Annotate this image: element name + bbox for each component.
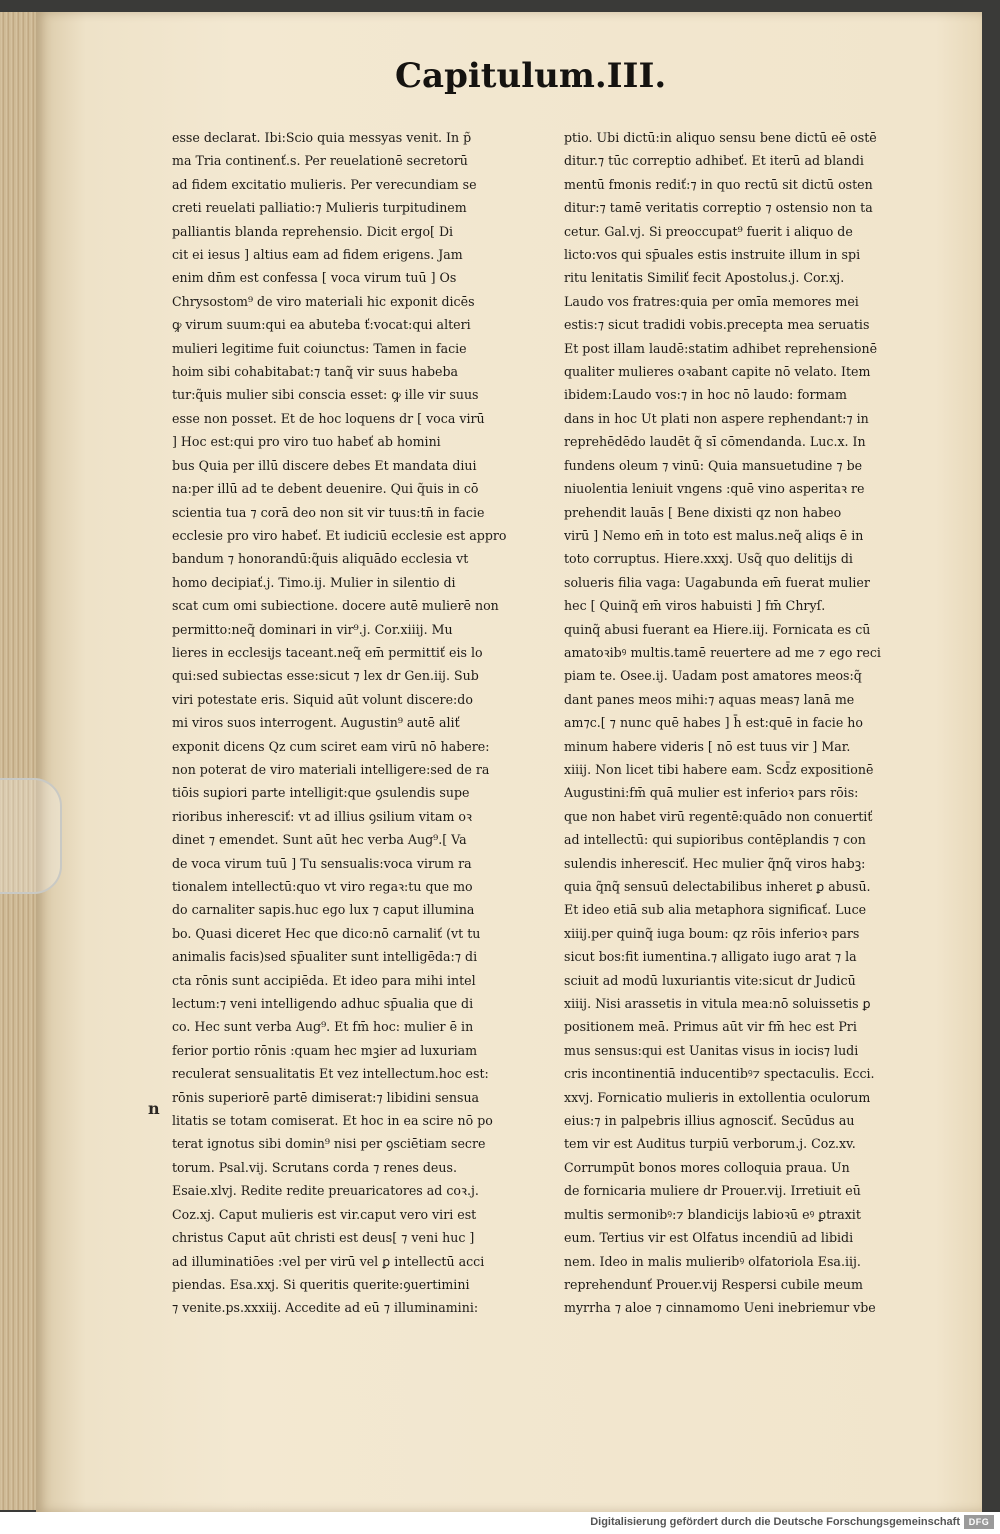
text-line: reculerat sensualitatis Et vez intellectum.hoc est:: [172, 1066, 489, 1082]
text-line: Augustini:fm̄ quā mulier est inferioꝛ pars rōis:: [564, 785, 859, 801]
text-line: lectum:⁊ veni intelligendo adhuc sp̄ualia que di: [172, 996, 474, 1012]
text-line: quia q̃nq̃ sensuū delectabilibus inheret ꝑ abusū.: [564, 879, 871, 894]
text-line: qui:sed subiectas esse:sicut ⁊ lex dr Gen.iij. Sub: [172, 668, 479, 684]
text-line: non poterat de viro materiali intelligere:sed de ra: [172, 761, 490, 777]
text-line: ma Tria continenť.s. Per reuelationē secretorū: [172, 153, 468, 169]
text-line: reprehēdēdo laudēt q̃ sī cōmendanda. Luc.x. In: [564, 434, 866, 450]
text-line: tiōis suꝑiori parte intelligit:que ꝯsulendis supe: [172, 785, 470, 801]
text-column-right: [564, 126, 934, 1316]
text-line: animalis facis)sed sp̄ualiter sunt intelligēda:⁊ di: [172, 949, 478, 965]
text-line: Et post illam laudē:statim adhibet reprehensionē: [564, 340, 878, 356]
text-line: sciuit ad modū luxuriantis vite:sicut dr Judicū: [564, 972, 856, 988]
text-line: tur:q̃uis mulier sibi conscia esset: ꝙ ille vir suus: [172, 387, 479, 403]
text-line: mus sensus:qui est Uanitas visus in iocis⁊ ludi: [564, 1042, 859, 1058]
text-line: ad fidem excitatio mulieris. Per verecundiam se: [172, 176, 477, 192]
text-line: cris incontinentiā inducentibꝰ⁊ spectaculis. Ecci.: [564, 1066, 875, 1082]
text-line: ecclesie pro viro habeť. Et iudiciū ecclesie est appro: [172, 527, 507, 543]
text-line: ad illuminatiōes :vel per virū vel ꝑ intellectū acci: [172, 1253, 485, 1269]
marginal-letter: n: [148, 1099, 160, 1118]
text-line: tem vir est Auditus turpiū verborum.j. Coz.xv.: [564, 1136, 856, 1152]
text-line: hec [ Quinq̃ em̄ viros habuisti ] fm̄ Chryſ.: [564, 598, 826, 614]
text-line: ditur.⁊ tūc correptio adhibeť. Et iterū ad blandi: [564, 153, 864, 169]
text-line: amatoꝛibꝰ multis.tamē reuertere ad me ⁊ ego reci: [564, 644, 881, 660]
text-line: mi viros suos interrogent. Augustin⁹ autē aliť: [172, 715, 460, 731]
text-line: de fornicaria muliere dr Prouer.vij. Irretiuit eū: [564, 1183, 861, 1199]
text-line: Coz.xj. Caput mulieris est vir.caput vero viri est: [172, 1206, 477, 1222]
funding-credit: Digitalisierung gefördert durch die Deutsche Forschungsgemeinschaft: [590, 1516, 960, 1528]
text-line: dant panes meos mihi:⁊ aquas meas⁊ lanā me: [564, 691, 855, 707]
text-line: xiiij.per quinq̃ iuga boum: qz rōis inferioꝛ pars: [564, 925, 860, 941]
text-line: rōnis superiorē partē dimiserat:⁊ libidini sensua: [172, 1089, 480, 1105]
text-line: enim dn̄m est confessa [ voca virum tuū ] Os: [172, 270, 457, 286]
text-line: bus Quia per illū discere debes Et mandata diui: [172, 457, 477, 473]
text-line: co. Hec sunt verba Aug⁹. Et fm̄ hoc: mulier ē in: [172, 1019, 474, 1035]
text-line: licto:vos qui sp̄uales estis instruite illum in spi: [564, 247, 861, 263]
text-line: Chrysostom⁹ de viro materiali hic exponit dicēs: [172, 293, 475, 309]
text-line: rioribus inheresciť: vt ad illius ꝯsilium vitam oꝛ: [172, 808, 472, 824]
text-line: reprehendunť Prouer.vij Respersi cubile meum: [564, 1276, 863, 1292]
text-line: ditur:⁊ tamē veritatis correptio ⁊ ostensio non ta: [564, 200, 873, 216]
dfg-logo: DFG: [964, 1515, 994, 1529]
text-line: Corrumpūt bonos mores colloquia praua. Un: [564, 1159, 850, 1175]
text-line: cit ei iesus ] altius eam ad fidem erigens. Jam: [172, 247, 463, 263]
text-line: Esaie.xlvj. Redite redite preuaricatores ad coꝛ.j.: [172, 1183, 479, 1199]
text-line: ⁊ venite.ps.xxxiij. Accedite ad eū ⁊ illuminamini:: [172, 1300, 479, 1316]
text-line: cetur. Gal.vj. Si preoccupat⁹ fuerit i aliquo de: [564, 223, 853, 239]
text-line: xiiij. Nisi arassetis in vitula mea:nō soluissetis ꝑ: [564, 996, 871, 1012]
text-line: eius:⁊ in palpebris illius agnosciť. Secūdus au: [564, 1113, 855, 1129]
text-line: quinq̃ abusi fuerant ea Hiere.iij. Fornicata es cū: [564, 621, 871, 637]
text-line: estis:⁊ sicut tradidi vobis.precepta mea seruatis: [564, 317, 870, 333]
text-line: sulendis inheresciť. Hec mulier q̃nq̃ viros habꝫ:: [564, 855, 866, 871]
text-line: do carnaliter sapis.huc ego lux ⁊ caput illumina: [172, 902, 475, 918]
text-line: cta rōnis sunt accipiēda. Et ideo para mihi intel: [172, 972, 476, 988]
text-line: piam te. Osee.ij. Uadam post amatores meos:q̃: [564, 668, 862, 684]
text-line: minum habere videris [ nō est tuus vir ] Mar.: [564, 738, 851, 754]
text-line: de voca virum tuū ] Tu sensualis:voca virum ra: [172, 855, 472, 871]
text-line: exponit dicens Qz cum sciret eam virū nō habere:: [172, 738, 490, 754]
text-line: ad intellectū: qui supioribus contēplandis ⁊ con: [564, 832, 866, 848]
text-line: ritu lenitatis Similiť fecit Apostolus.j. Cor.xj.: [564, 270, 845, 286]
text-column-left: [172, 126, 548, 1316]
text-line: mentū fmonis rediť:⁊ in quo rectū sit dictū osten: [564, 176, 873, 192]
text-line: permitto:neq̃ dominari in vir⁹.j. Cor.xiiij. Mu: [172, 621, 453, 637]
text-line: lieres in ecclesijs taceant.neq̃ em̄ permittiť eis lo: [172, 644, 483, 660]
text-line: scientia tua ⁊ corā deo non sit vir tuus:tn̄ in facie: [172, 504, 485, 520]
text-line: am⁊c.[ ⁊ nunc quē habes ] h̄ est:quē in facie ho: [564, 715, 863, 731]
text-line: litatis se totam comiserat. Et hoc in ea scire nō po: [172, 1113, 493, 1129]
text-line: prehendit lauās [ Bene dixisti qz non habeo: [564, 504, 842, 520]
text-line: Laudo vos fratres:quia per omīa memores mei: [564, 293, 859, 309]
text-line: homo decipiať.j. Timo.ij. Mulier in silentio di: [172, 574, 456, 590]
text-line: solueris filia vaga: Uagabunda em̄ fuerat mulier: [564, 574, 870, 590]
text-line: eum. Tertius vir est Olfatus incendiū ad libidi: [564, 1230, 854, 1246]
text-line: ] Hoc est:qui pro viro tuo habeť ab homini: [172, 434, 441, 450]
text-line: que non habet virū regentē:quādo non conuertiť: [564, 808, 873, 824]
text-line: qualiter mulieres oꝛabant capite nō velato. Item: [564, 364, 871, 380]
text-line: creti reuelati palliatio:⁊ Mulieris turpitudinem: [172, 200, 467, 216]
text-line: multis sermonibꝰ:⁊ blandicijs labioꝛū eꝰ ꝑtraxit: [564, 1206, 861, 1222]
text-line: nem. Ideo in malis mulieribꝰ olfatoriola Esa.iij.: [564, 1253, 861, 1269]
text-line: piendas. Esa.xxj. Si queritis querite:ꝯuertimini: [172, 1276, 470, 1292]
text-line: scat cum omi subiectione. docere autē mulierē non: [172, 598, 499, 614]
text-line: ferior portio rōnis :quam hec mꝫier ad luxuriam: [172, 1042, 478, 1058]
text-line: tionalem intellectū:quo vt viro regaꝛ:tu que mo: [172, 879, 473, 894]
text-line: esse declarat. Ibi:Scio quia messyas venit. In p̃: [172, 130, 472, 145]
text-line: palliantis blanda reprehensio. Dicit ergo[ Di: [172, 223, 454, 239]
text-line: torum. Psal.vij. Scrutans corda ⁊ renes deus.: [172, 1159, 457, 1175]
text-line: Et ideo etiā sub alia metaphora significať. Luce: [564, 902, 867, 918]
text-line: na:per illū ad te debent deuenire. Qui q̃uis in cō: [172, 481, 479, 497]
text-line: fundens oleum ⁊ vinū: Quia mansuetudine ⁊ be: [564, 457, 863, 473]
text-line: mulieri legitime fuit coiunctus: Tamen in facie: [172, 340, 467, 356]
text-line: ꝙ virum suum:qui ea abuteba ť:vocat:qui alteri: [172, 317, 471, 333]
chapter-heading: Capitulum.III.: [395, 56, 667, 96]
text-line: esse non posset. Et de hoc loquens dr [ voca virū: [172, 410, 485, 426]
text-line: niuolentia leniuit vngens :quē vino asperitaꝛ re: [564, 481, 865, 497]
text-line: dans in hoc Ut plati non aspere rephendant:⁊ in: [564, 410, 869, 426]
text-line: myrrha ⁊ aloe ⁊ cinnamomo Ueni inebriemur vbe: [564, 1300, 876, 1316]
page-clip-mark: [0, 778, 62, 894]
footer-bar: [0, 1512, 1000, 1534]
text-line: ibidem:Laudo vos:⁊ in hoc nō laudo: formam: [564, 387, 847, 403]
text-line: dinet ⁊ emendet. Sunt aūt hec verba Aug⁹.[ Va: [172, 832, 467, 848]
text-line: toto corruptus. Hiere.xxxj. Usq̃ quo delitijs di: [564, 551, 853, 567]
text-line: xxvj. Fornicatio mulieris in extollentia oculorum: [564, 1089, 871, 1105]
text-line: viri potestate eris. Siquid aūt volunt discere:do: [172, 691, 473, 707]
text-line: ptio. Ubi dictū:in aliquo sensu bene dictū eē ostē: [564, 130, 877, 145]
text-line: bo. Quasi diceret Hec que dico:nō carnaliť (vt tu: [172, 925, 481, 941]
text-line: christus Caput aūt christi est deus[ ⁊ veni huc ]: [172, 1230, 475, 1246]
text-line: sicut bos:fit iumentina.⁊ alligato iugo arat ⁊ la: [564, 949, 857, 965]
text-line: positionem meā. Primus aūt vir fm̄ hec est Pri: [564, 1019, 857, 1035]
text-line: bandum ⁊ honorandū:q̃uis aliquādo ecclesia vt: [172, 551, 469, 567]
text-line: terat ignotus sibi domin⁹ nisi per ꝯsciētiam secre: [172, 1136, 486, 1152]
text-line: virū ] Nemo em̄ in toto est malus.neq̃ aliqs ē in: [564, 527, 864, 543]
text-line: hoim sibi cohabitabat:⁊ tanq̃ vir suus habeba: [172, 364, 459, 380]
text-line: xiiij. Non licet tibi habere eam. Scd̄z expositionē: [564, 761, 874, 777]
book-page-edges: [0, 12, 41, 1510]
